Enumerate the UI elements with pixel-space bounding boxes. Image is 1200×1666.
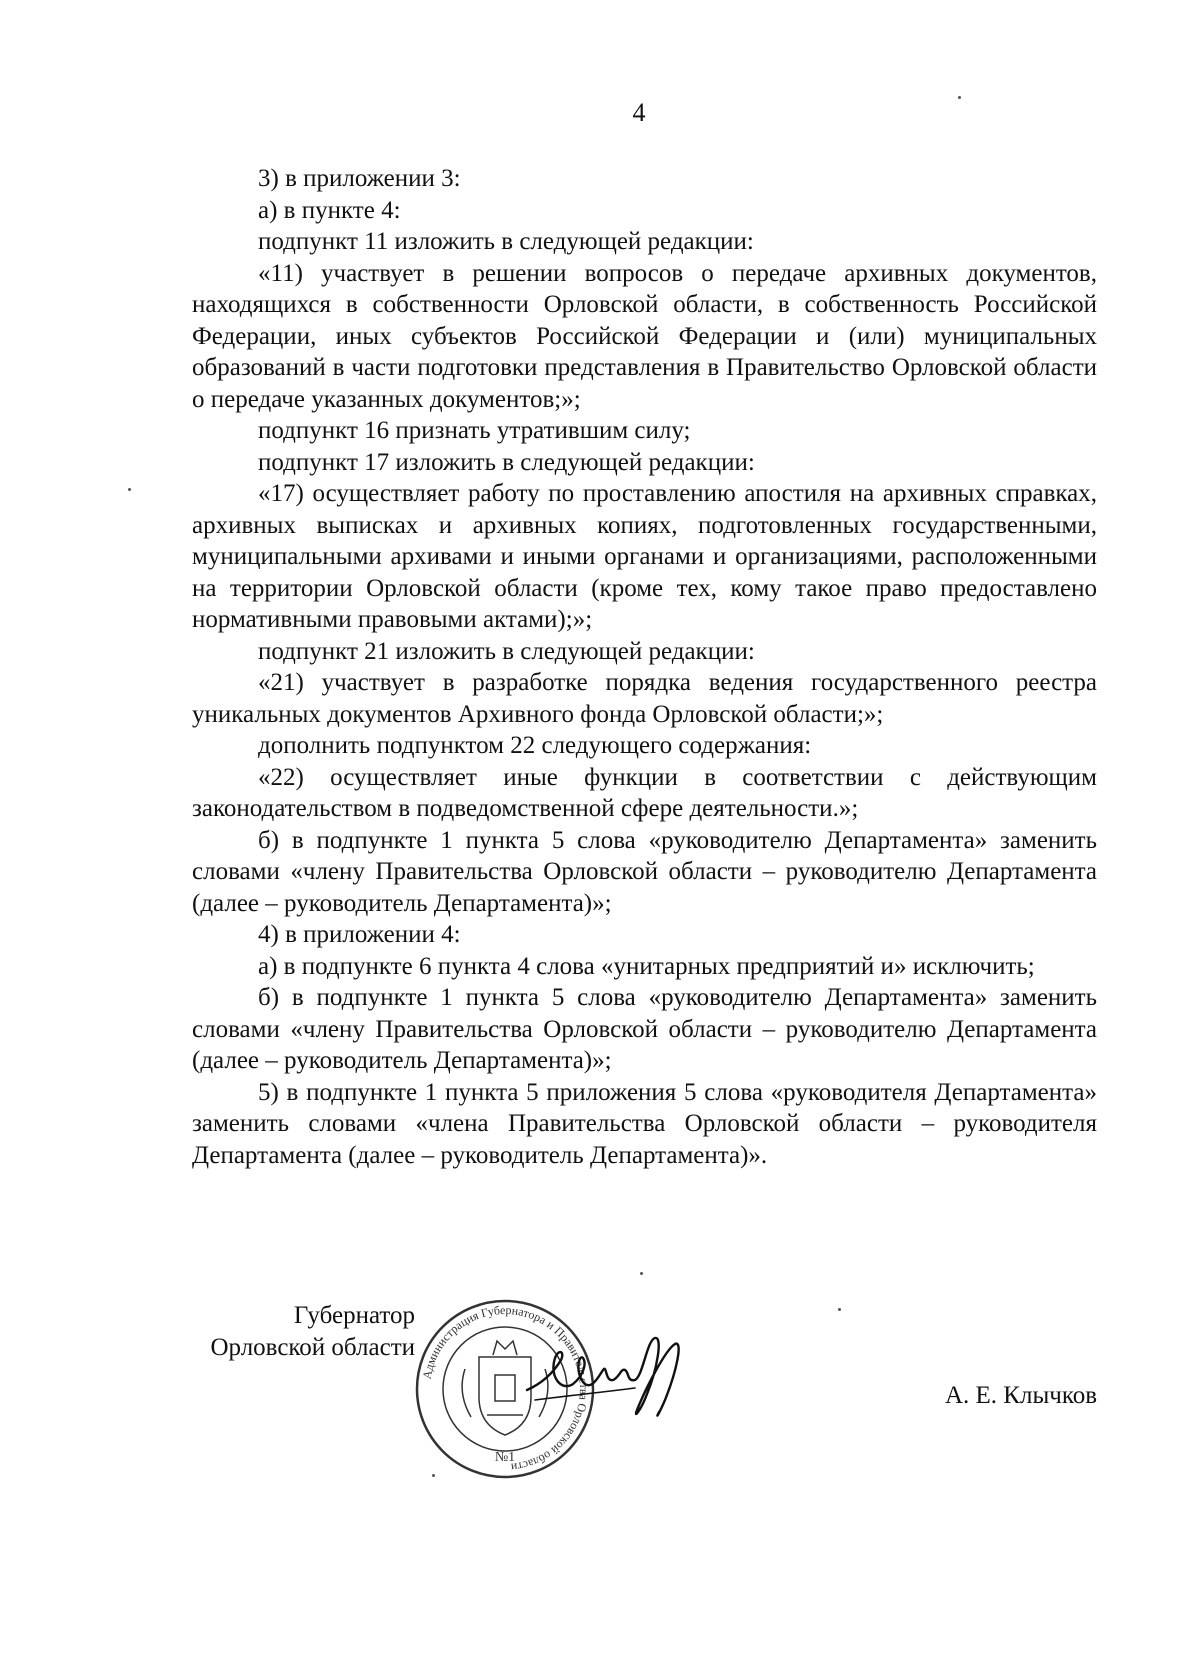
paragraph-1: 3) в приложении 3:: [258, 165, 461, 192]
signatory-title-line2: Орловской области: [210, 1334, 415, 1361]
scan-speck: [838, 1308, 841, 1311]
paragraph-13: 4) в приложении 4:: [258, 921, 461, 948]
page-number: 4: [632, 98, 646, 127]
paragraph-9: «21) участвует в разработке порядка ведения государственного реестра уникальных документов Архивного фонда Орловской области;»;: [192, 669, 1097, 728]
paragraph-2: а) в пункте 4:: [258, 196, 401, 224]
paragraph-14: а) в подпункте 6 пункта 4 слова «унитарных предприятий и» исключить;: [258, 952, 1035, 980]
scan-speck: [640, 1272, 643, 1275]
paragraph-16: 5) в подпункте 1 пункта 5 приложения 5 слова «руководителя Департамента» заменить словами «члена Правительства Орловской области – руководителя Департамента (далее – руководитель Департамента)».: [192, 1078, 1097, 1169]
paragraph-4: «11) участвует в решении вопросов о передаче архивных документов, находящихся в собственности Орловской области, в собственность Российской Федерации, иных субъектов Российской Федерации и (или) муниципальных образований в части подготовки представления в Правительство Орловской области о передаче указанных документов;»;: [192, 259, 1097, 413]
handwritten-signature: [525, 1330, 695, 1425]
paragraph-8: подпункт 21 изложить в следующей редакции:: [258, 637, 755, 665]
signatory-title: [192, 1300, 415, 1364]
document-body: [192, 163, 1097, 1171]
signatory-name: А. Е. Клычков: [944, 1382, 1097, 1409]
paragraph-5: подпункт 16 признать утратившим силу;: [258, 417, 691, 444]
paragraph-11: «22) осуществляет иные функции в соответствии с действующим законодательством в подведомственной сфере деятельности.»;: [192, 763, 1097, 822]
signatory-title-line1: Губернатор: [293, 1302, 415, 1329]
scan-speck: [432, 1474, 435, 1477]
paragraph-10: дополнить подпунктом 22 следующего содержания:: [258, 732, 812, 759]
seal-number: №1: [494, 1450, 516, 1465]
scan-speck: [128, 488, 131, 491]
paragraph-15: б) в подпункте 1 пункта 5 слова «руководителю Департамента» заменить словами «члену Правительства Орловской области – руководителю Департамента (далее – руководитель Департамента)»;: [192, 984, 1097, 1074]
seal-outer-text: Администрация Губернатора и Правительства Орловской области: [419, 1302, 592, 1475]
paragraph-12: б) в подпункте 1 пункта 5 слова «руководителю Департамента» заменить словами «члену Правительства Орловской области – руководителю Департамента (далее – руководитель Департамента)»;: [192, 826, 1097, 917]
paragraph-6: подпункт 17 изложить в следующей редакции:: [258, 448, 755, 476]
paragraph-7: «17) осуществляет работу по проставлению апостиля на архивных справках, архивных выписках и архивных копиях, подготовленных государственными, муниципальными архивами и иными органами и организациями, расположенными на территории Орловской области (кроме тех, кому такое право предоставлено нормативными правовыми актами);»;: [192, 480, 1097, 633]
paragraph-3: подпункт 11 изложить в следующей редакции:: [258, 228, 754, 255]
scan-speck: [958, 96, 961, 99]
